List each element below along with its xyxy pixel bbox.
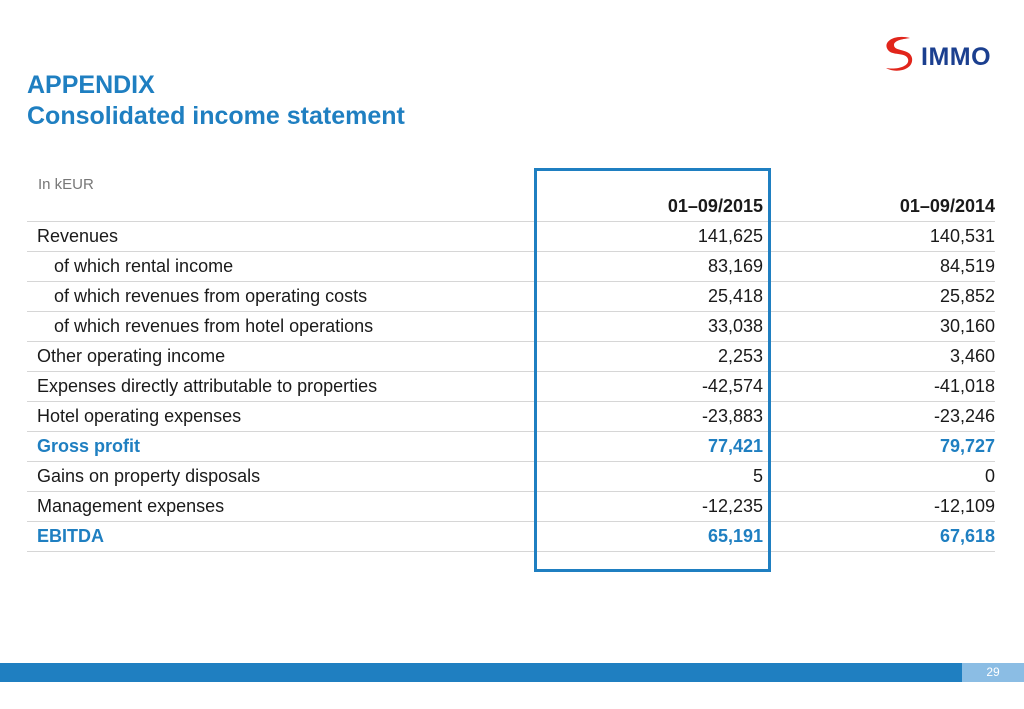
value-2014: -12,109 xyxy=(769,492,995,522)
table-row xyxy=(27,342,995,372)
row-label: Expenses directly attributable to properties xyxy=(27,372,533,402)
table-row xyxy=(27,492,995,522)
column-header-2015: 01–09/2015 xyxy=(533,192,769,222)
value-2014: 67,618 xyxy=(769,522,995,552)
value-2014: -41,018 xyxy=(769,372,995,402)
value-2014: -23,246 xyxy=(769,402,995,432)
row-label: EBITDA xyxy=(27,522,533,552)
value-2014: 30,160 xyxy=(769,312,995,342)
table-row xyxy=(27,372,995,402)
title-line-2: Consolidated income statement xyxy=(27,102,405,130)
row-label: Other operating income xyxy=(27,342,533,372)
row-label: Management expenses xyxy=(27,492,533,522)
value-2015: -23,883 xyxy=(533,402,769,432)
row-label: Hotel operating expenses xyxy=(27,402,533,432)
table-row xyxy=(27,522,995,552)
table-row xyxy=(27,312,995,342)
income-statement-table xyxy=(27,192,995,552)
table-row xyxy=(27,252,995,282)
header-label-cell xyxy=(27,192,533,222)
value-2014: 0 xyxy=(769,462,995,492)
value-2015: -12,235 xyxy=(533,492,769,522)
column-header-2014: 01–09/2014 xyxy=(769,192,995,222)
table-header-row xyxy=(27,192,995,222)
row-label: of which revenues from hotel operations xyxy=(27,312,533,342)
value-2015: 2,253 xyxy=(533,342,769,372)
logo-s-swoosh-icon xyxy=(886,37,912,71)
table-row xyxy=(27,402,995,432)
table-row xyxy=(27,432,995,462)
value-2015: 65,191 xyxy=(533,522,769,552)
unit-label: In kEUR xyxy=(38,176,94,193)
value-2015: 33,038 xyxy=(533,312,769,342)
row-label: of which revenues from operating costs xyxy=(27,282,533,312)
footer-bar xyxy=(0,663,1024,682)
row-label: Revenues xyxy=(27,222,533,252)
value-2015: 83,169 xyxy=(533,252,769,282)
table-row xyxy=(27,282,995,312)
value-2014: 25,852 xyxy=(769,282,995,312)
value-2015: 25,418 xyxy=(533,282,769,312)
row-label: Gross profit xyxy=(27,432,533,462)
value-2015: -42,574 xyxy=(533,372,769,402)
page-title xyxy=(27,70,405,132)
value-2014: 79,727 xyxy=(769,432,995,462)
page-number: 29 xyxy=(986,665,1000,679)
value-2014: 3,460 xyxy=(769,342,995,372)
value-2014: 84,519 xyxy=(769,252,995,282)
current-period-highlight-box xyxy=(534,168,771,572)
value-2015: 77,421 xyxy=(533,432,769,462)
table-row xyxy=(27,222,995,252)
value-2015: 141,625 xyxy=(533,222,769,252)
value-2014: 140,531 xyxy=(769,222,995,252)
table-row xyxy=(27,462,995,492)
title-line-1: APPENDIX xyxy=(27,71,155,99)
row-label: Gains on property disposals xyxy=(27,462,533,492)
logo-text: IMMO xyxy=(921,43,992,71)
value-2015: 5 xyxy=(533,462,769,492)
row-label: of which rental income xyxy=(27,252,533,282)
